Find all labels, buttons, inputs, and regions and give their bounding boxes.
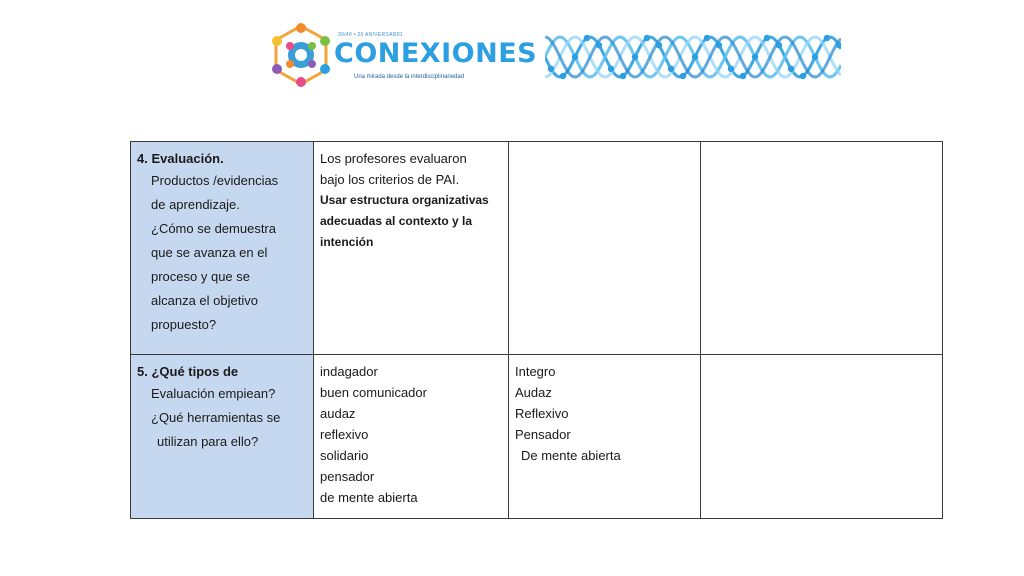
- profile-item: solidario: [320, 448, 369, 463]
- dna-node: [728, 66, 734, 72]
- dna-node: [788, 66, 794, 72]
- dna-node: [656, 42, 662, 48]
- profile-item: de mente abierta: [320, 490, 418, 505]
- dna-node: [752, 54, 758, 60]
- profile-item: Integro: [515, 364, 556, 379]
- profile-item: Reflexivo: [515, 406, 569, 421]
- question-line: proceso y que se: [151, 269, 251, 284]
- question-line: que se avanza en el: [151, 245, 268, 260]
- table-row-evaluation: [131, 142, 943, 355]
- dna-node: [668, 66, 674, 72]
- profile-item: indagador: [320, 364, 378, 379]
- profile-item: audaz: [320, 406, 356, 421]
- answer-line: Los profesores evaluaron: [320, 151, 467, 166]
- dna-node: [704, 35, 710, 41]
- empty-cell: [701, 355, 943, 519]
- dna-node: [608, 66, 614, 72]
- question-line: Evaluación empiean?: [151, 386, 276, 401]
- question-title: 5. ¿Qué tipos de: [137, 364, 239, 379]
- logo-title: CONEXIONES: [334, 38, 538, 69]
- dna-node: [644, 35, 650, 41]
- logo-anniversary-text: 30/40 • 20 ANIVERSARIO: [338, 32, 403, 38]
- logo-tagline: Una mirada desde la interdisciplinariedad: [354, 74, 465, 80]
- dna-node: [800, 73, 806, 79]
- dna-node: [560, 73, 566, 79]
- question-line: alcanza el objetivo: [151, 293, 258, 308]
- question-line: propuesto?: [151, 317, 217, 332]
- dna-node: [812, 54, 818, 60]
- question-line: ¿Qué herramientas se: [151, 410, 281, 425]
- profile-item: De mente abierta: [521, 448, 621, 463]
- empty-cell: [701, 142, 943, 355]
- dna-node: [596, 42, 602, 48]
- answer-line: bajo los criterios de PAI.: [320, 172, 460, 187]
- question-cell: [131, 142, 314, 355]
- profile-item: reflexivo: [320, 427, 369, 442]
- profile-item: Audaz: [515, 385, 552, 400]
- question-cell: [131, 355, 314, 519]
- dna-node: [584, 35, 590, 41]
- question-line: utilizan para ello?: [157, 434, 259, 449]
- hexagon-network-icon: [270, 22, 332, 88]
- dna-node: [716, 42, 722, 48]
- answer-cell: [314, 142, 509, 355]
- table-row-evaluation-types: [131, 355, 943, 519]
- dna-node: [620, 73, 626, 79]
- question-title: 4. Evaluación.: [137, 151, 224, 166]
- dna-node: [764, 35, 770, 41]
- empty-cell: [509, 142, 701, 355]
- evaluation-table: [130, 141, 943, 519]
- profile-list-cell: [314, 355, 509, 519]
- question-line: Productos /evidencias: [151, 173, 279, 188]
- dna-node: [776, 42, 782, 48]
- dna-helix-decoration: [545, 30, 841, 84]
- profile-item: buen comunicador: [320, 385, 427, 400]
- profile-item: Pensador: [515, 427, 571, 442]
- question-line: de aprendizaje.: [151, 197, 240, 212]
- dna-node: [548, 66, 554, 72]
- conexiones-logo: [270, 22, 538, 92]
- answer-line: intención: [320, 235, 374, 249]
- answer-line: adecuadas al contexto y la: [320, 214, 473, 228]
- profile-item: pensador: [320, 469, 375, 484]
- profile-list-cell: [509, 355, 701, 519]
- dna-node: [740, 73, 746, 79]
- dna-node: [824, 35, 830, 41]
- dna-node: [572, 54, 578, 60]
- dna-node: [632, 54, 638, 60]
- answer-line: Usar estructura organizativas: [320, 193, 489, 207]
- dna-node: [692, 54, 698, 60]
- dna-node: [680, 73, 686, 79]
- question-line: ¿Cómo se demuestra: [151, 221, 276, 236]
